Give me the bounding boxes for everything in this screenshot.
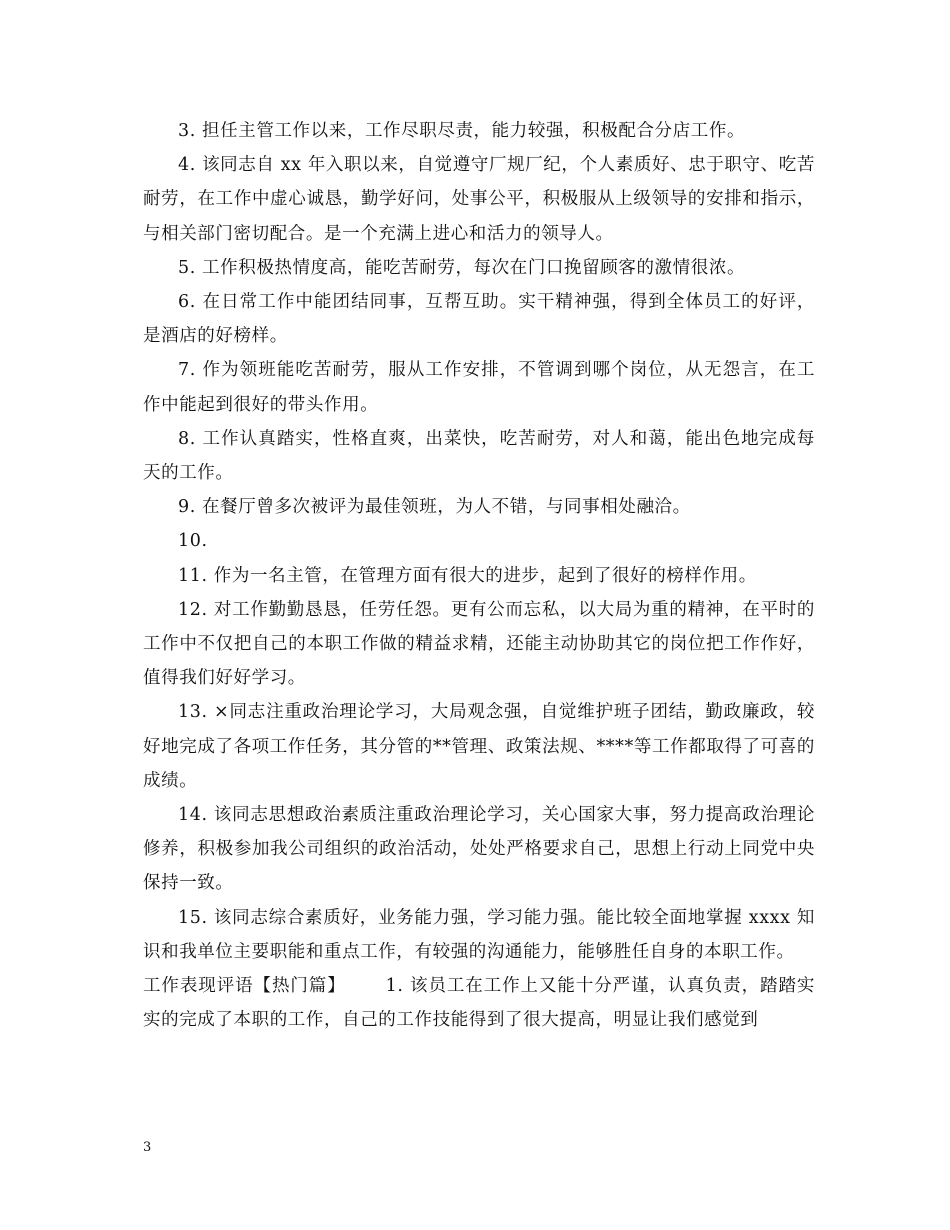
comment-item-14: 14. 该同志思想政治素质注重政治理论学习，关心国家大事，努力提高政治理论修养，积极参加我公司组织的政治活动，处处严格要求自己，思想上行动上同党中央保持一致。	[143, 805, 815, 894]
comment-item-11: 11. 作为一名主管，在管理方面有很大的进步，起到了很好的榜样作用。	[178, 565, 757, 586]
comment-item-15: 15. 该同志综合素质好，业务能力强，学习能力强。能比较全面地掌握 xxxx 知识和我单位主要职能和重点工作，有较强的沟通能力，能够胜任自身的本职工作。	[143, 907, 815, 962]
comment-item-5: 5. 工作积极热情度高，能吃苦耐劳，每次在门口挽留顾客的激情很浓。	[178, 257, 746, 278]
comment-item-8: 8. 工作认真踏实，性格直爽，出菜快，吃苦耐劳，对人和蔼，能出色地完成每天的工作。	[143, 428, 815, 484]
document-body	[143, 114, 815, 1037]
section-first-item: 1. 该员工在工作上又能十分严谨，认真负责，踏踏实实的完成了本职的工作，自己的工作技能得到了很大提高，明显让我们感觉到	[143, 976, 815, 1031]
comment-item-4: 4. 该同志自 xx 年入职以来，自觉遵守厂规厂纪，个人素质好、忠于职守、吃苦耐劳，在工作中虚心诚恳，勤学好问，处事公平，积极服从上级领导的安排和指示，与相关部门密切配合。是一个充满上进心和活力的领导人。	[143, 155, 815, 244]
comment-item-7: 7. 作为领班能吃苦耐劳，服从工作安排，不管调到哪个岗位，从无怨言，在工作中能起到很好的带头作用。	[143, 360, 815, 415]
comment-item-3: 3. 担任主管工作以来，工作尽职尽责，能力较强，积极配合分店工作。	[178, 121, 746, 141]
section-paragraph	[143, 969, 815, 1037]
comment-item-13: 13. ×同志注重政治理论学习，大局观念强，自觉维护班子团结，勤政廉政，较好地完成了各项工作任务，其分管的**管理、政策法规、****等工作都取得了可喜的成绩。	[143, 702, 815, 791]
comment-item-9: 9. 在餐厅曾多次被评为最佳领班，为人不错，与同事相处融洽。	[178, 497, 691, 518]
comment-item-12: 12. 对工作勤勤恳恳，任劳任怨。更有公而忘私，以大局为重的精神，在平时的工作中不仅把自己的本职工作做的精益求精，还能主动协助其它的岗位把工作作好，值得我们好好学习。	[143, 599, 815, 689]
comment-item-10: 10.	[178, 531, 208, 552]
page-number: 3	[143, 1140, 152, 1155]
section-heading: 工作表现评语【热门篇】	[143, 976, 346, 997]
comment-item-6: 6. 在日常工作中能团结同事，互帮互助。实干精神强，得到全体员工的好评，是酒店的好榜样。	[143, 292, 815, 347]
